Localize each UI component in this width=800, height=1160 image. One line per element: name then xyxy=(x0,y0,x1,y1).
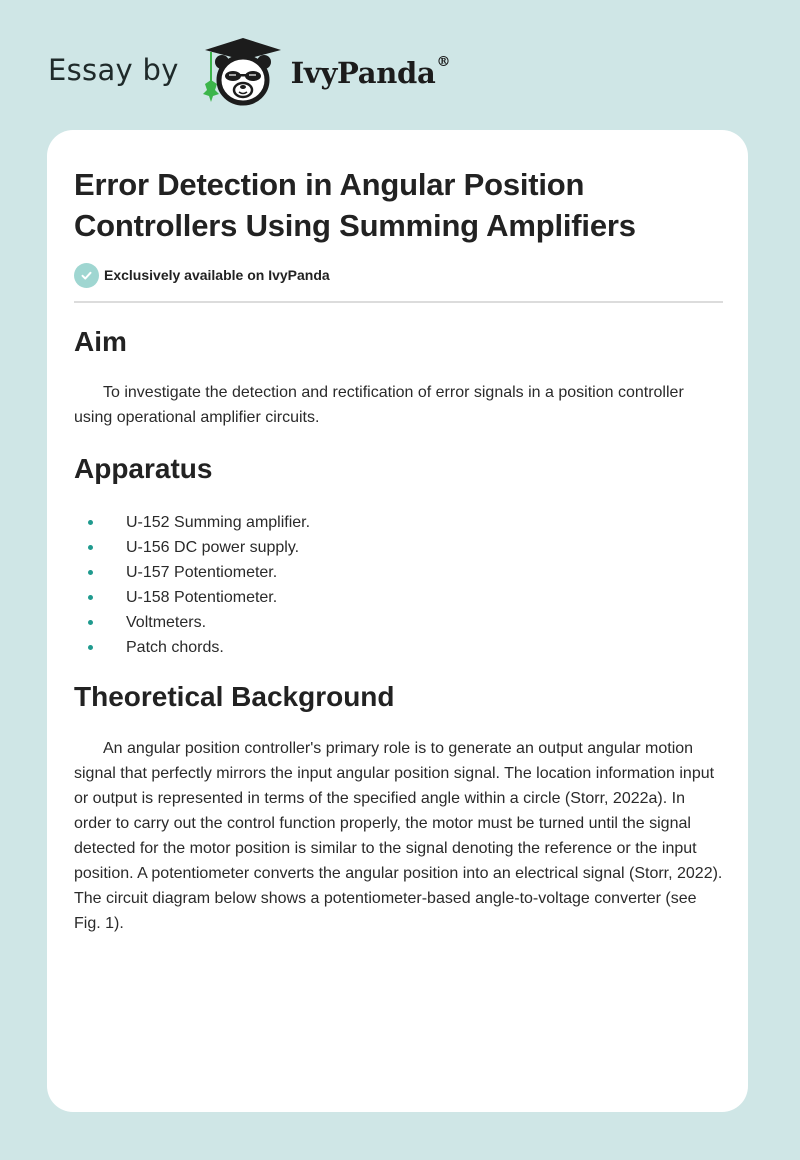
list-item-text: U-156 DC power supply. xyxy=(126,539,300,556)
list-item xyxy=(74,510,723,535)
essay-content xyxy=(74,164,723,936)
bullet-icon xyxy=(88,570,93,575)
list-item-text: U-158 Potentiometer. xyxy=(126,589,278,606)
checkmark-icon xyxy=(80,269,93,282)
brand-name[interactable] xyxy=(291,56,451,90)
site-header xyxy=(48,36,450,108)
check-badge-icon xyxy=(74,263,99,288)
list-item-text: U-157 Potentiometer. xyxy=(126,564,278,581)
list-item xyxy=(74,610,723,635)
list-item-text: Patch chords. xyxy=(126,639,224,656)
panda-graduate-logo-icon[interactable] xyxy=(197,36,285,108)
apparatus-list xyxy=(74,510,723,660)
bullet-icon xyxy=(88,620,93,625)
brand-text: IvyPanda xyxy=(290,56,436,90)
section-heading-apparatus: Apparatus xyxy=(74,453,213,484)
essay-card xyxy=(47,130,748,1112)
list-item xyxy=(74,585,723,610)
bullet-icon xyxy=(88,545,93,550)
list-item-text: U-152 Summing amplifier. xyxy=(126,514,311,531)
section-heading-aim: Aim xyxy=(74,326,127,357)
section-heading-theoretical-background: Theoretical Background xyxy=(74,681,395,712)
exclusive-label: Exclusively available on IvyPanda xyxy=(104,267,330,283)
theory-paragraph: An angular position controller's primary role is to generate an output angular motion signal that perfectly mirrors the input angular position signal. The location information input or output is represented in terms of the specified angle within a circle (Storr, 2022a). In order to carry out the control function properly, the motor must be turned until the signal detected for the motor position is similar to the signal denoting the reference or the input position. A potentiometer converts the angular position into an electrical signal (Storr, 2022). The circuit diagram below shows a potentiometer-based angle-to-voltage converter (see Fig. 1). xyxy=(74,740,723,932)
essay-by-label: Essay by xyxy=(48,53,179,87)
bullet-icon xyxy=(88,645,93,650)
essay-title: Error Detection in Angular Position Controllers Using Summing Amplifiers xyxy=(74,167,636,243)
list-item xyxy=(74,635,723,660)
aim-paragraph: To investigate the detection and rectification of error signals in a position controller using operational amplifier circuits. xyxy=(74,384,684,426)
registered-mark: ® xyxy=(436,54,451,70)
divider xyxy=(74,301,723,303)
list-item xyxy=(74,535,723,560)
list-item-text: Voltmeters. xyxy=(126,614,207,631)
bullet-icon xyxy=(88,595,93,600)
exclusive-notice xyxy=(74,262,723,288)
bullet-icon xyxy=(88,520,93,525)
list-item xyxy=(74,560,723,585)
